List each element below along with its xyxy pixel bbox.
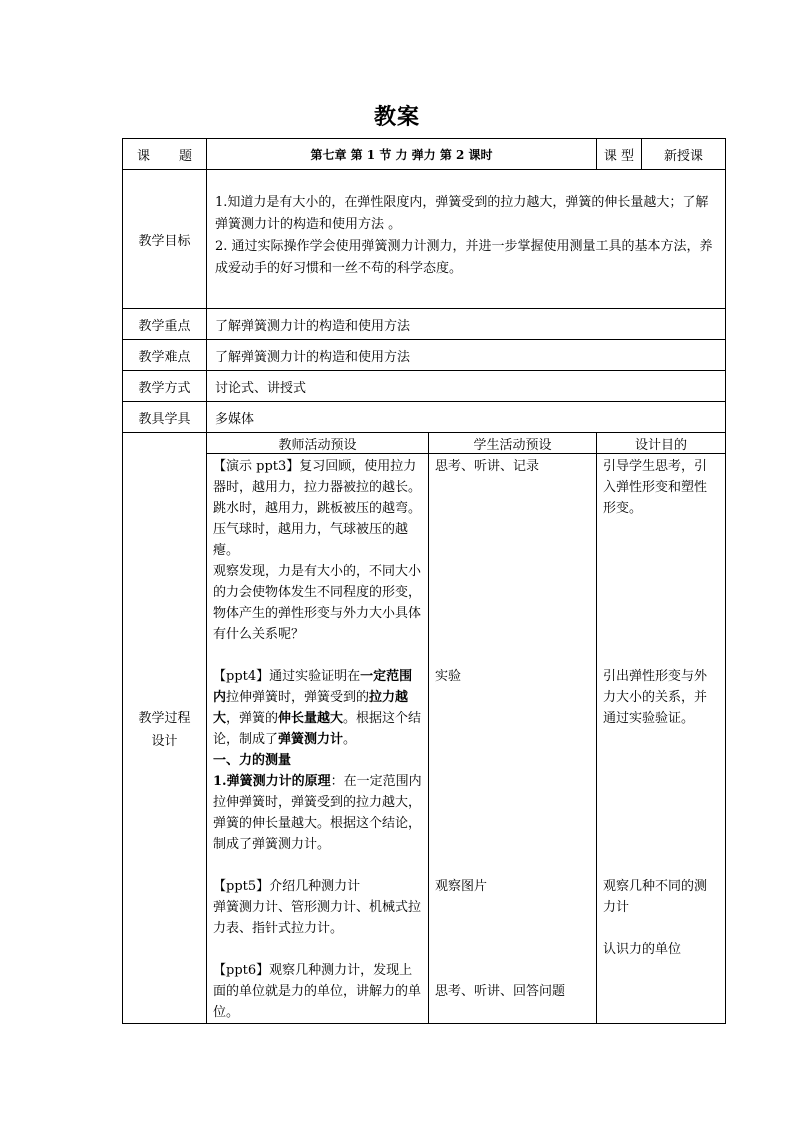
teacher-p1: 【演示 ppt3】复习回顾，使用拉力器时，越用力，拉力器被拉的越长。跳水时，越用力，跳板被压的越弯。压气球时，越用力，气球被压的越瘪。 xyxy=(213,459,422,558)
difficulty-label: 教学难点 xyxy=(123,340,207,371)
teacher-activities xyxy=(207,454,429,1024)
process-body-row xyxy=(123,454,726,1024)
purpose-header: 设计目的 xyxy=(597,433,726,454)
purpose-d2: 引出弹性形变与外力大小的关系，并通过实验验证。 xyxy=(603,669,708,726)
teacher-p3: 【ppt4】通过实验证明在一定范围内拉伸弹簧时，弹簧受到的拉力越大，弹簧的伸长量越大。根据这个结论，制成了弹簧测力计。 xyxy=(213,669,422,747)
student-header: 学生活动预设 xyxy=(429,433,597,454)
section-heading: 一、力的测量 xyxy=(213,753,292,768)
teacher-p2: 观察发现，力是有大小的，不同大小的力会使物体发生不同程度的形变，物体产生的弹性形变与外力大小具体有什么关系呢？ xyxy=(213,564,422,642)
tools-row xyxy=(123,402,726,433)
method-label: 教学方式 xyxy=(123,371,207,402)
purpose-d3: 观察几种不同的测力计 xyxy=(603,879,708,915)
topic-label: 课 题 xyxy=(123,139,207,170)
principle-text: 1.弹簧测力计的原理：在一定范围内拉伸弹簧时，弹簧受到的拉力越大，弹簧的伸长量越大。根据这个结论，制成了弹簧测力计。 xyxy=(213,774,422,852)
process-header-row xyxy=(123,433,726,454)
tools-label: 教具学具 xyxy=(123,402,207,433)
teacher-p5-1: 【ppt5】介绍几种测力计 xyxy=(213,879,361,894)
student-s1: 思考、听讲、记录 xyxy=(435,459,540,474)
goals-row xyxy=(123,170,726,309)
goal-1: 1.知道力是有大小的，在弹性限度内，弹簧受到的拉力越大，弹簧的伸长量越大；了解弹簧测力计的构造和使用方法 。 xyxy=(215,195,709,232)
student-s2: 实验 xyxy=(435,669,462,684)
purpose-d4: 认识力的单位 xyxy=(603,942,682,957)
topic-value: 第七章 第 1 节 力 弹力 第 2 课时 xyxy=(207,139,597,170)
page-title: 教案 xyxy=(373,104,420,130)
design-purpose xyxy=(597,454,726,1024)
student-s4: 思考、听讲、回答问题 xyxy=(435,984,566,999)
type-label: 课 型 xyxy=(597,139,642,170)
process-label-line1: 教学过程 xyxy=(138,711,191,726)
goals-label: 教学目标 xyxy=(123,170,207,309)
key-point-row xyxy=(123,309,726,340)
difficulty-row xyxy=(123,340,726,371)
key-point-value: 了解弹簧测力计的构造和使用方法 xyxy=(207,309,726,340)
goals-content xyxy=(207,170,726,309)
goal-2: 2. 通过实际操作学会使用弹簧测力计测力，并进一步掌握使用测量工具的基本方法，养成爱动手的好习惯和一丝不苟的科学态度。 xyxy=(215,239,713,276)
difficulty-value: 了解弹簧测力计的构造和使用方法 xyxy=(207,340,726,371)
method-row xyxy=(123,371,726,402)
type-value: 新授课 xyxy=(642,139,726,170)
teacher-header: 教师活动预设 xyxy=(207,433,429,454)
key-point-label: 教学重点 xyxy=(123,309,207,340)
process-label-line2: 设计 xyxy=(151,734,178,749)
lesson-plan-table xyxy=(122,138,726,1024)
teacher-p5-2: 弹簧测力计、管形测力计、机械式拉力表、指针式拉力计。 xyxy=(213,900,422,936)
student-s3: 观察图片 xyxy=(435,879,488,894)
tools-value: 多媒体 xyxy=(207,402,726,433)
process-label xyxy=(123,433,207,1024)
topic-row xyxy=(123,139,726,170)
purpose-d1: 引导学生思考，引入弹性形变和塑性形变。 xyxy=(603,459,708,516)
teacher-p6: 【ppt6】观察几种测力计，发现上面的单位就是力的单位，讲解力的单位。 xyxy=(213,963,422,1020)
student-activities xyxy=(429,454,597,1024)
method-value: 讨论式、讲授式 xyxy=(207,371,726,402)
